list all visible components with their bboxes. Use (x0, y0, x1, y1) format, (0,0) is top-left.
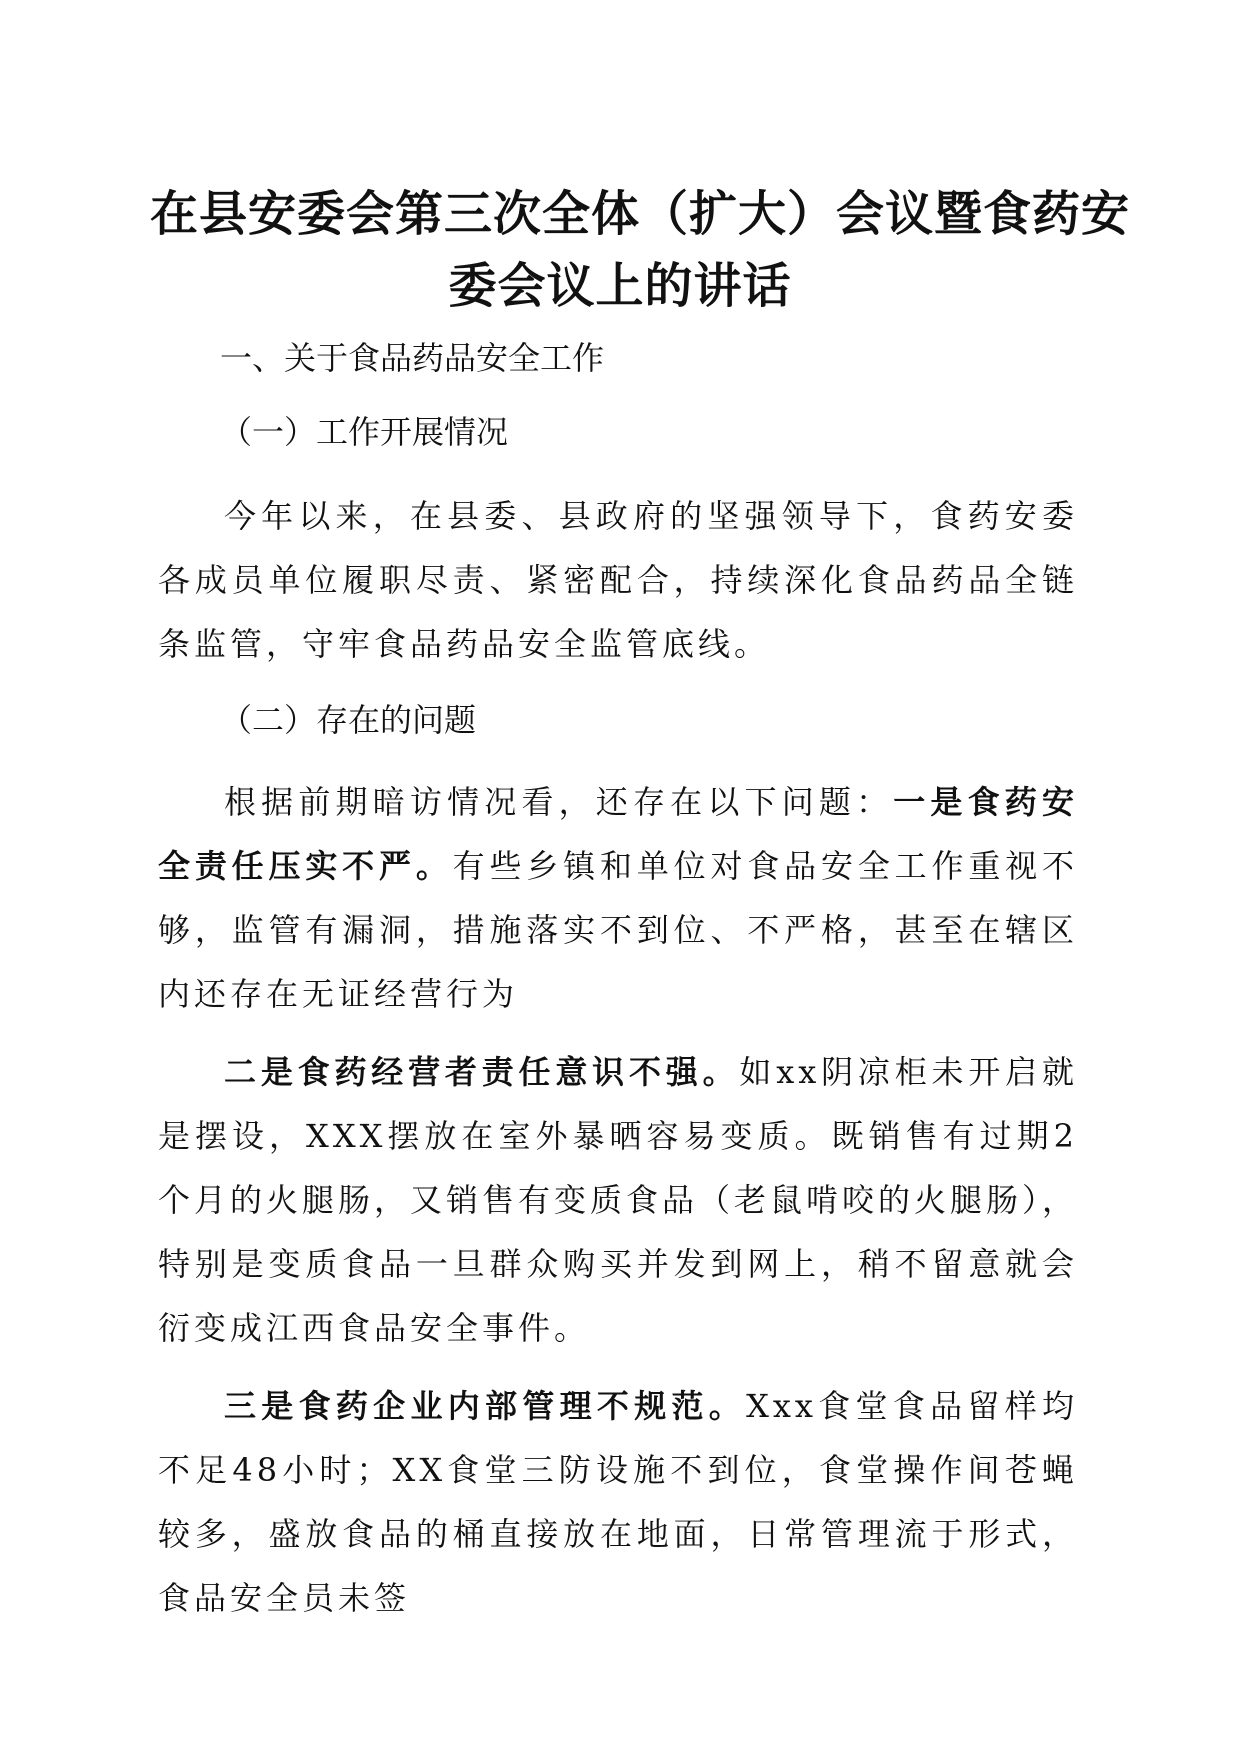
paragraph-work-progress: 今年以来，在县委、县政府的坚强领导下，食药安委各成员单位履职尽责、紧密配合，持续深化食品药品全链条监管，守牢食品药品安全监管底线。 (158, 497, 1078, 663)
subsection-heading-work-progress: （一）工作开展情况 (220, 413, 509, 451)
problem-one-heading: 一是食药安全责任压实不严。 (158, 783, 1078, 885)
problem-two-text: 如xx阴凉柜未开启就是摆设，XXX摆放在室外暴晒容易变质。既销售有过期2个月的火腿肠，又销售有变质食品（老鼠啃咬的火腿肠），特别是变质食品一旦群众购买并发到网上，稍不留意就会衍变成江西食品安全事件。 (158, 1053, 1079, 1347)
problem-two-heading: 二是食药经营者责任意识不强。 (224, 1053, 740, 1091)
document-title (150, 178, 1131, 322)
problem-three-heading: 三是食药企业内部管理不规范。 (224, 1387, 747, 1425)
paragraph-problem-three (158, 1374, 1078, 1630)
paragraph-problem-two (158, 1040, 1078, 1360)
problem-three-text: Xxx食堂食品留样均不足48小时；XX食堂三防设施不到位，食堂操作间苍蝇较多，盛放食品的桶直接放在地面，日常管理流于形式，食品安全员未签 (158, 1387, 1078, 1617)
section-heading-food-drug-safety: 一、关于食品药品安全工作 (220, 339, 605, 377)
paragraph-problem-one (158, 770, 1078, 1026)
title-line-2: 委会议上的讲话 (448, 258, 792, 314)
title-line-1: 在县安委会第三次全体（扩大）会议暨食药安 (150, 186, 1131, 242)
subsection-heading-existing-problems: （二）存在的问题 (220, 701, 477, 739)
problem-intro-text: 根据前期暗访情况看，还存在以下问题： (224, 783, 894, 821)
problem-one-text: 有些乡镇和单位对食品安全工作重视不够，监管有漏洞，措施落实不到位、不严格，甚至在辖区内还存在无证经营行为 (158, 847, 1078, 1013)
